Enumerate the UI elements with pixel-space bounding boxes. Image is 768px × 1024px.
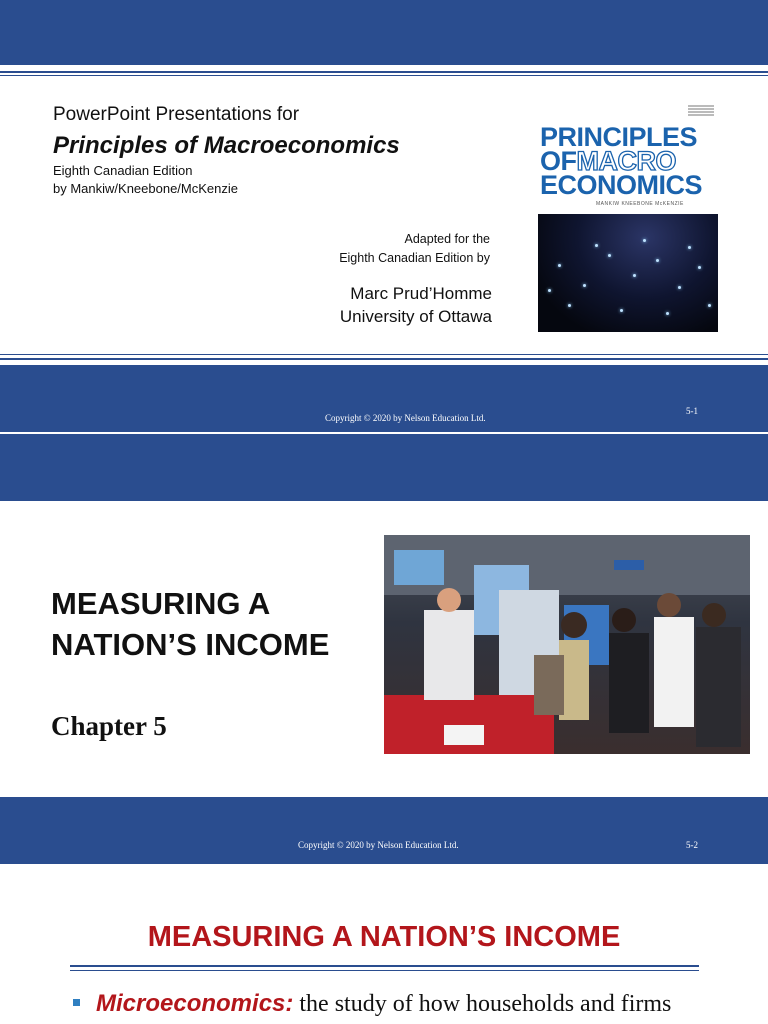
slide3-title: MEASURING A NATION’S INCOME [147,921,621,953]
slide2-title-line1: MEASURING A [51,586,271,621]
slide1-top-band [0,0,768,65]
cover-authors: MANKIW KNEEBONE McKENZIE [596,201,684,207]
cover-crowd-photo [538,214,718,332]
bullet-term: Microeconomics: [96,990,294,1017]
slide3-bullet [96,990,671,1018]
cover-word-economics: ECONOMICS [540,170,703,200]
career-fair-photo [384,535,750,754]
slide1-edition: Eighth Canadian Edition [53,163,193,178]
slide2-page-number: 5-2 [686,840,698,850]
slide3-title-rule-2 [70,970,699,971]
bullet-text: the study of how households and firms [293,991,672,1017]
presenter-name: Marc Prud’Homme [350,284,492,303]
slide2-footer-band [0,797,768,864]
adapted-line-2: Eighth Canadian Edition by [339,251,490,265]
slide1-authors: by Mankiw/Kneebone/McKenzie [53,181,238,196]
slide1-copyright: Copyright © 2020 by Nelson Education Ltd. [325,413,486,423]
slide1-top-rule-2 [0,75,768,76]
slide1-book-title: Principles of Macroeconomics [53,132,400,159]
slide1-page-number: 5-1 [686,406,698,416]
slide2-copyright: Copyright © 2020 by Nelson Education Ltd. [298,840,459,850]
slide1-top-rule [0,71,768,73]
bullet-square-icon [73,999,80,1006]
slide3-title-rule [70,965,699,967]
adapted-line-1: Adapted for the [404,232,490,246]
slide1-heading: PowerPoint Presentations for [53,104,300,125]
cover-edition-text [688,105,714,119]
slide2-title [51,583,329,665]
slide2-top-band [0,434,768,501]
slide1-bottom-rule [0,354,768,355]
slide2-title-line2: NATION’S INCOME [51,627,330,662]
slide2-chapter: Chapter 5 [51,711,167,741]
cover-word-macro: MACRO [576,146,676,176]
presenter-affiliation: University of Ottawa [339,307,492,326]
book-cover-image [538,101,718,332]
cover-word-of: OF [540,146,577,176]
cover-word-principles: PRINCIPLES [540,122,698,152]
career-fair-illustration [384,535,750,754]
slide1-bottom-rule-2 [0,358,768,360]
